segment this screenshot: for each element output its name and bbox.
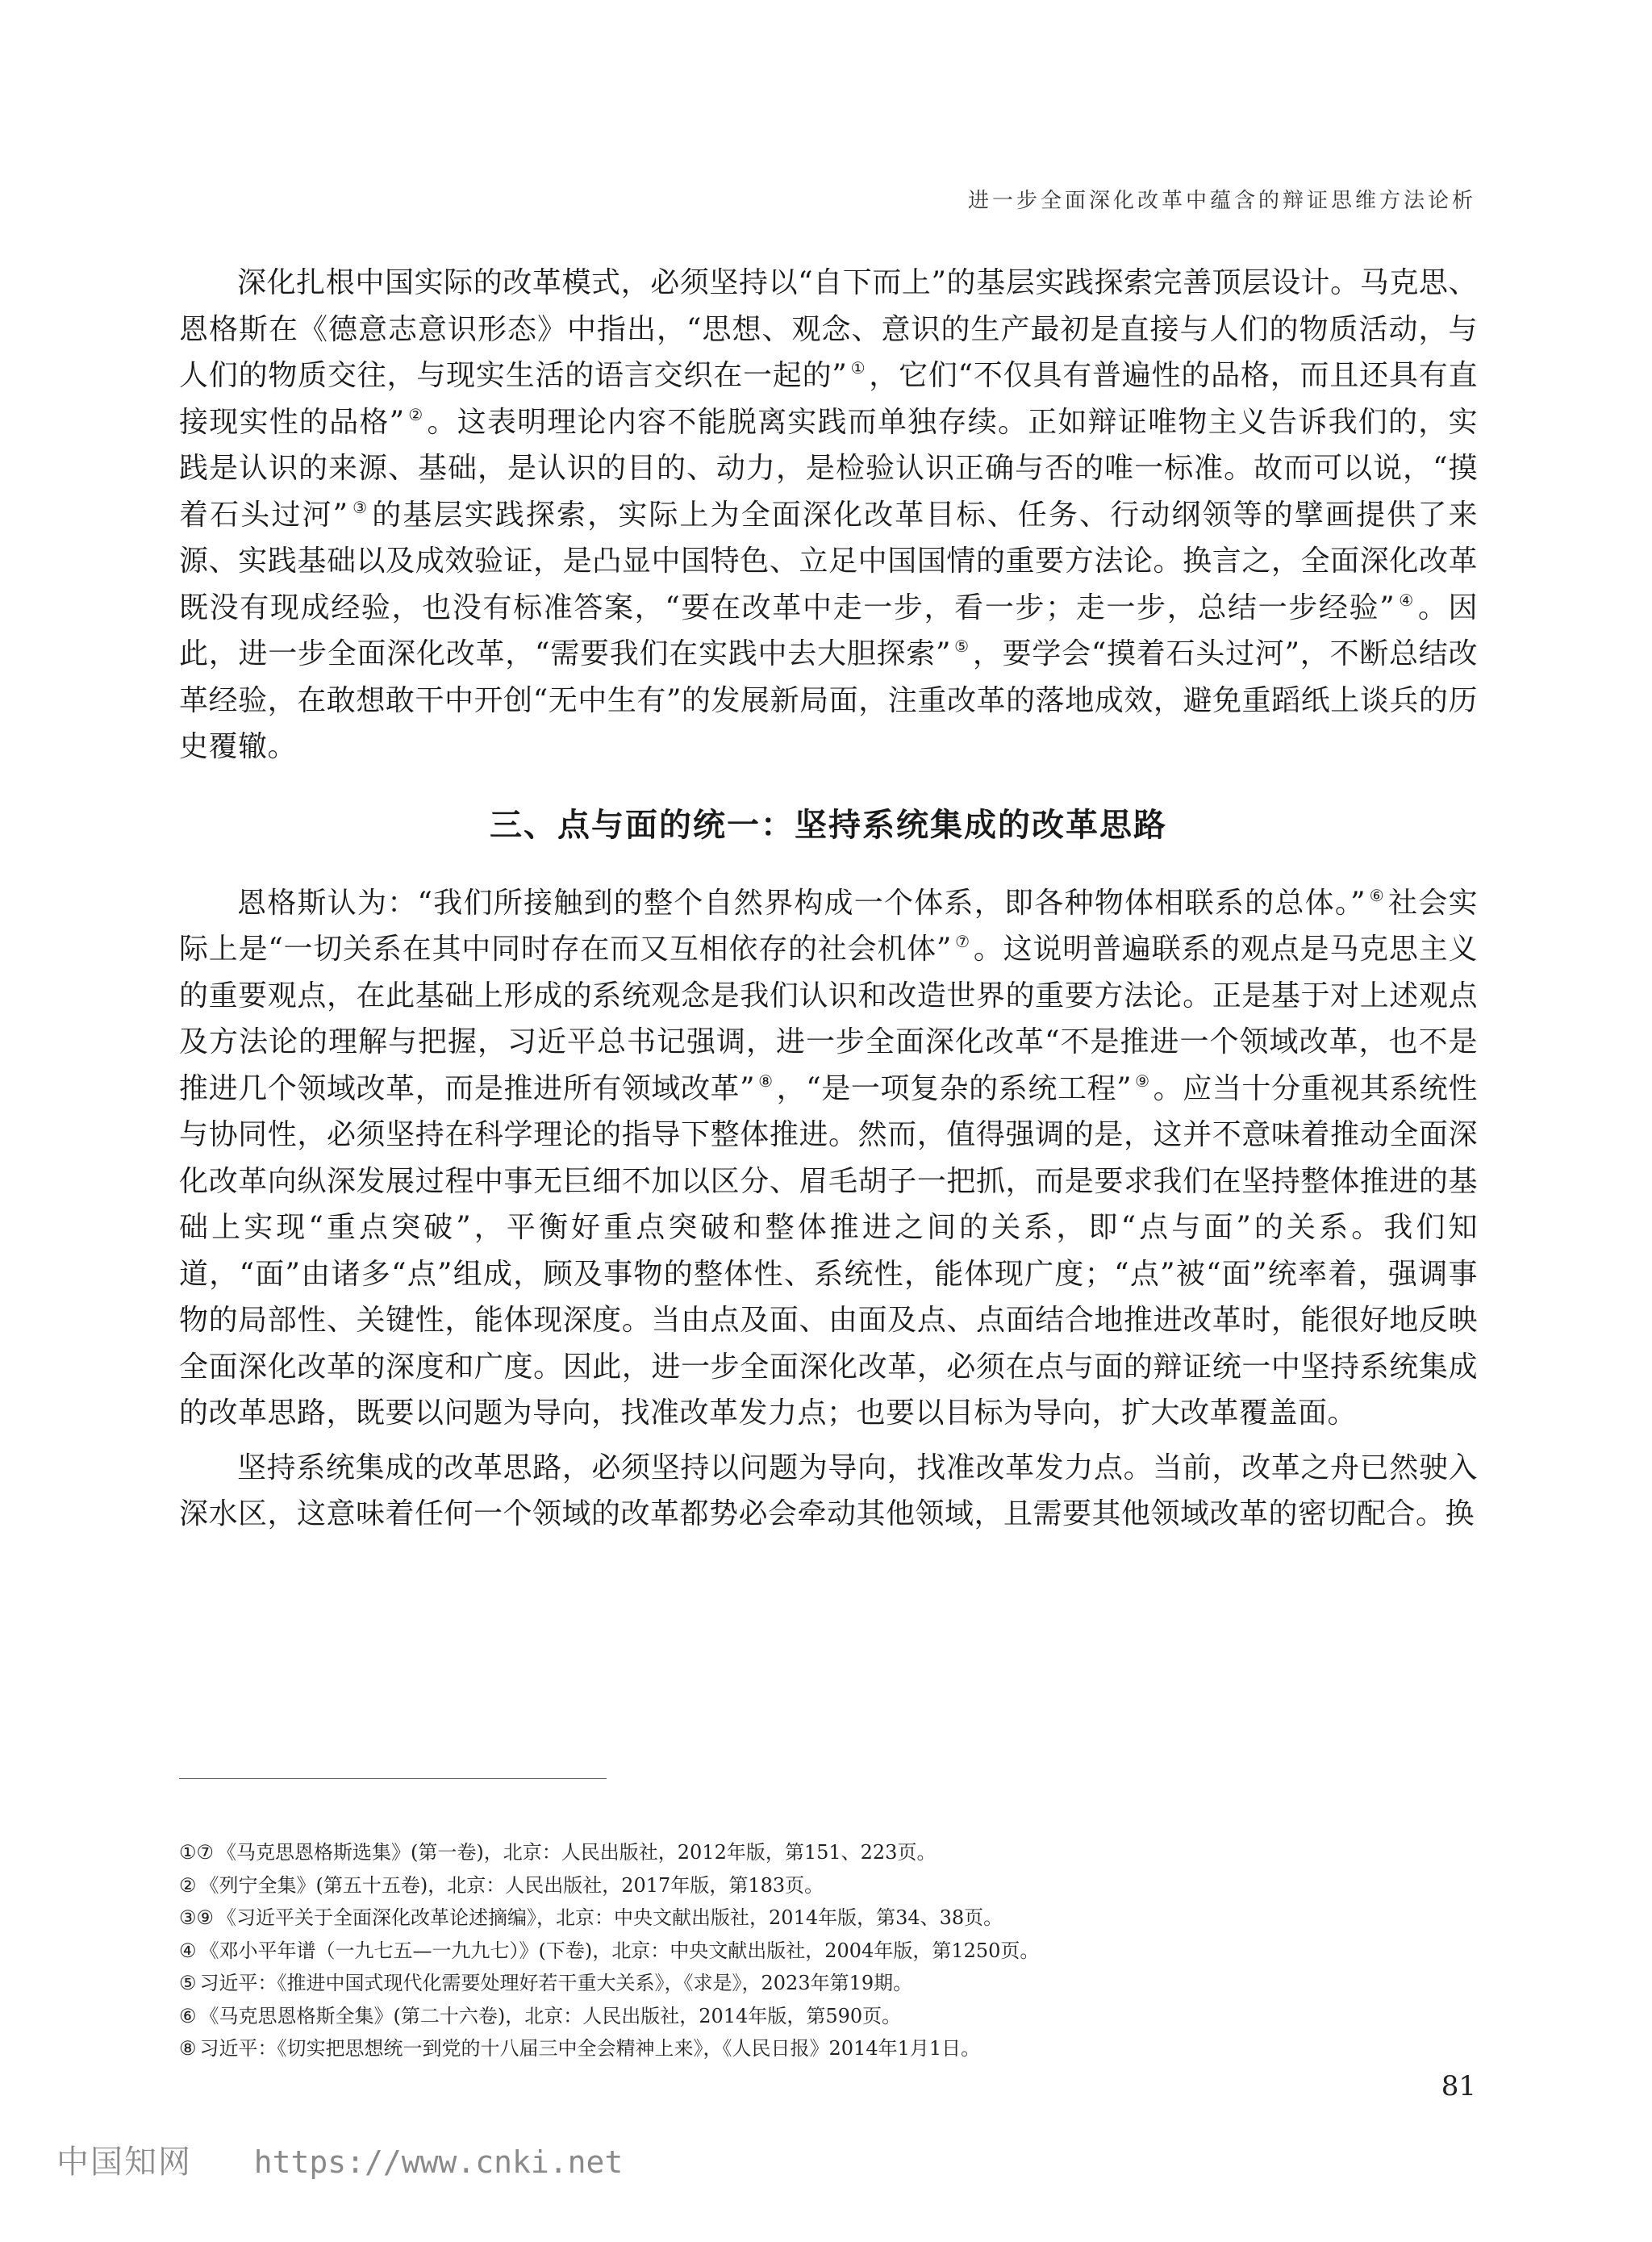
footnote-reference: ⑤ [953,637,970,656]
footnote-text: 习近平：《切实把思想统一到党的十八届三中全会精神上来》，《人民日报》2014年1月1日。 [199,2037,981,2060]
footnote-text: 习近平：《推进中国式现代化需要处理好若干重大关系》，《求是》，2023年第19期。 [199,1972,913,1994]
paragraph-text: 坚持系统集成的改革思路，必须坚持以问题为导向，找准改革发力点。当前，改革之舟已然驶入深水区，这意味着任何一个领域的改革都势必会牵动其他领域，且需要其他领域改革的密切配合。换 [179,1451,1478,1530]
footnote-text: 《马克思恩格斯选集》(第一卷)，北京：人民出版社，2012年版，第151、223页。 [217,1841,937,1864]
body-paragraph [179,260,1478,770]
paragraph-text: ，“是一项复杂的系统工程” [776,1071,1133,1105]
paragraph-text: 。这表明理论内容不能脱离实践而单独存续。正如辩证唯物主义告诉我们的，实践是认识的来源、基础，是认识的目的、动力，是检验认识正确与否的唯一标准。故而可以说，“摸着石头过河” [179,405,1478,532]
footnote-marker: ② [179,1873,197,1897]
paragraph-text: 社会实际上是“一切关系在其中同时存在而又互相依存的社会机体” [179,886,1478,966]
footnote-item [179,1935,1478,1968]
footnote-marker: ④ [179,1939,197,1962]
footnote-item [179,2000,1478,2033]
footnote-reference: ⑦ [954,932,970,951]
paragraph-text: 的基层实践探索，实际上为全面深化改革目标、任务、行动纲领等的擘画提供了来源、实践基础以及成效验证，是凸显中国特色、立足中国国情的重要方法论。换言之，全面深化改革既没有现成经验，也没有标准答案，“要在改革中走一步，看一步；走一步，总结一步经验” [179,498,1479,624]
footnote-marker: ③⑨ [179,1906,215,1929]
footnote-reference: ⑧ [758,1071,774,1091]
body-paragraph [179,880,1478,1437]
footnote-marker: ⑤ [179,1972,197,1994]
footnote-text: 《习近平关于全面深化改革论述摘编》，北京：中央文献出版社，2014年版，第34、38页。 [217,1906,1003,1929]
paragraph-text: 。因此，进一步全面深化改革，“需要我们在实践中去大胆探索” [179,591,1478,670]
watermark [56,2136,623,2182]
footnote-marker: ①⑦ [179,1841,215,1864]
footnote-reference: ⑨ [1135,1071,1150,1091]
footnote-text: 《马克思恩格斯全集》(第二十六卷)，北京：人民出版社，2014年版，第590页。 [199,2004,902,2027]
footnote-text: 《列宁全集》(第五十五卷)，北京：人民出版社，2017年版，第183页。 [199,1873,824,1897]
footnote-reference: ① [850,358,866,378]
footnote-text: 《邓小平年谱（一九七五—一九九七）》(下卷)，北京：中央文献出版社，2004年版，第1250页。 [199,1939,1040,1962]
watermark-brand: 中国知网 [56,2144,192,2181]
footnote-marker: ⑧ [179,2037,197,2060]
running-head: 进一步全面深化改革中蕴含的辩证思维方法论析 [967,189,1476,213]
footnote-marker: ⑥ [179,2004,197,2027]
watermark-url: https://www.cnki.net [253,2144,624,2180]
section-heading: 三、点与面的统一：坚持系统集成的改革思路 [490,806,1167,844]
footnote-item [179,1836,1478,1869]
footnote-item [179,2032,1478,2065]
footnote-reference: ⑥ [1369,885,1385,905]
paragraph-text: 。应当十分重视其系统性与协同性，必须坚持在科学理论的指导下整体推进。然而，值得强调的是，这并不意味着推动全面深化改革向纵深发展过程中事无巨细不加以区分、眉毛胡子一把抓，而是要求我们在坚持整体推进的基础上实现“重点突破”，平衡好重点突破和整体推进之间的关系，即“点与面”的关系。我们知道，“面”由诸多“点”组成，顾及事物的整体性、系统性，能体现广度；“点”被“面”统率着，强调事物的局部性、关键性，能体现深度。当由点及面、由面及点、点面结合地推进改革时，能很好地反映全面深化改革的深度和广度。因此，进一步全面深化改革，必须在点与面的辩证统一中坚持系统集成的改革思路，既要以问题为导向，找准改革发力点；也要以目标为导向，扩大改革覆盖面。 [179,1071,1479,1430]
page-number: 81 [1441,2070,1476,2102]
footnotes [179,1836,1478,2065]
footnote-reference: ③ [351,497,369,517]
paragraph-text: ，它们“不仅具有普遍性的品格，而且还具有直接现实性的品格” [179,359,1478,439]
footnote-reference: ④ [1398,590,1415,610]
paragraph-text: 恩格斯认为：“我们所接触到的整个自然界构成一个体系，即各种物体相联系的总体。” [237,886,1366,920]
footnote-item [179,1869,1478,1902]
footnote-reference: ② [407,404,424,424]
body-paragraph [179,1445,1478,1538]
footnote-item [179,1902,1478,1935]
paragraph-text: 。这说明普遍联系的观点是马克思主义的重要观点，在此基础上形成的系统观念是我们认识和改造世界的重要方法论。正是基于对上述观点及方法论的理解与把握，习近平总书记强调，进一步全面深化改革“不是推进一个领域改革，也不是推进几个领域改革，而是推进所有领域改革” [179,933,1478,1105]
paragraph-text: 深化扎根中国实际的改革模式，必须坚持以“自下而上”的基层实践探索完善顶层设计。马克思、恩格斯在《德意志意识形态》中指出，“思想、观念、意识的生产最初是直接与人们的物质活动，与人们的物质交往，与现实生活的语言交织在一起的” [179,266,1478,392]
article-body [179,260,1478,1546]
footnote-divider [179,1778,607,1779]
paragraph-text: ，要学会“摸着石头过河”，不断总结改革经验，在敢想敢干中开创“无中生有”的发展新局面，注重改革的落地成效，避免重蹈纸上谈兵的历史覆辙。 [179,637,1479,763]
footnote-item [179,1967,1478,2000]
